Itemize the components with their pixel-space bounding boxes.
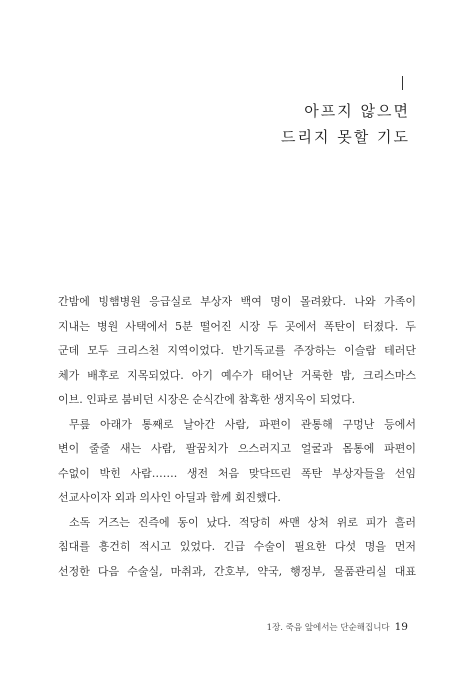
page-number: 19 [394, 621, 408, 633]
body-line: 소독 거즈는 진즉에 동이 났다. 적당히 싸맨 상처 위로 피가 흘러 [69, 515, 416, 529]
body-line: 이브. 인파로 붐비던 시장은 순식간에 참혹한 생지옥이 되었다. [58, 393, 356, 406]
chapter-title-line-1: 아프지 않으면 [304, 102, 410, 120]
body-line: 무릎 아래가 통째로 날아간 사람, 파편이 관통해 구멍난 등에서 [69, 417, 416, 431]
body-line: 체가 배후로 지목되었다. 아기 예수가 태어난 거룩한 밤, 크리스마스 [58, 368, 416, 382]
body-line: 선교사이자 외과 의사인 아딜과 함께 회진했다. [58, 491, 281, 504]
title-marker-line [402, 76, 403, 90]
body-line: 변이 줄줄 새는 사람, 팔꿈치가 으스러지고 얼굴과 몸통에 파편이 [58, 442, 416, 455]
chapter-title-line-2: 드리지 못할 기도 [281, 128, 410, 146]
body-line: 침대를 흥건히 적시고 있었다. 긴급 수술이 필요한 다섯 명을 먼저 [58, 540, 416, 553]
body-line: 선정한 다음 수술실, 마취과, 간호부, 약국, 행정부, 물품관리실 대표 [58, 564, 416, 578]
page-footer [267, 621, 408, 633]
running-head: 1장. 죽음 앞에서는 단순해집니다 [266, 623, 390, 633]
body-line: 수없이 박힌 사람……. 생전 처음 맞닥뜨린 폭탄 부상자들을 선임 [58, 466, 416, 480]
body-line: 군데 모두 크리스천 지역이었다. 반기독교를 주장하는 이슬람 테러단 [58, 344, 416, 357]
body-line: 지내는 병원 사택에서 5분 떨어진 시장 두 곳에서 폭탄이 터졌다. 두 [58, 319, 416, 333]
body-line: 간밤에 빙햄병원 응급실로 부상자 백여 명이 몰려왔다. 나와 가족이 [58, 295, 416, 308]
body-text [58, 290, 416, 584]
